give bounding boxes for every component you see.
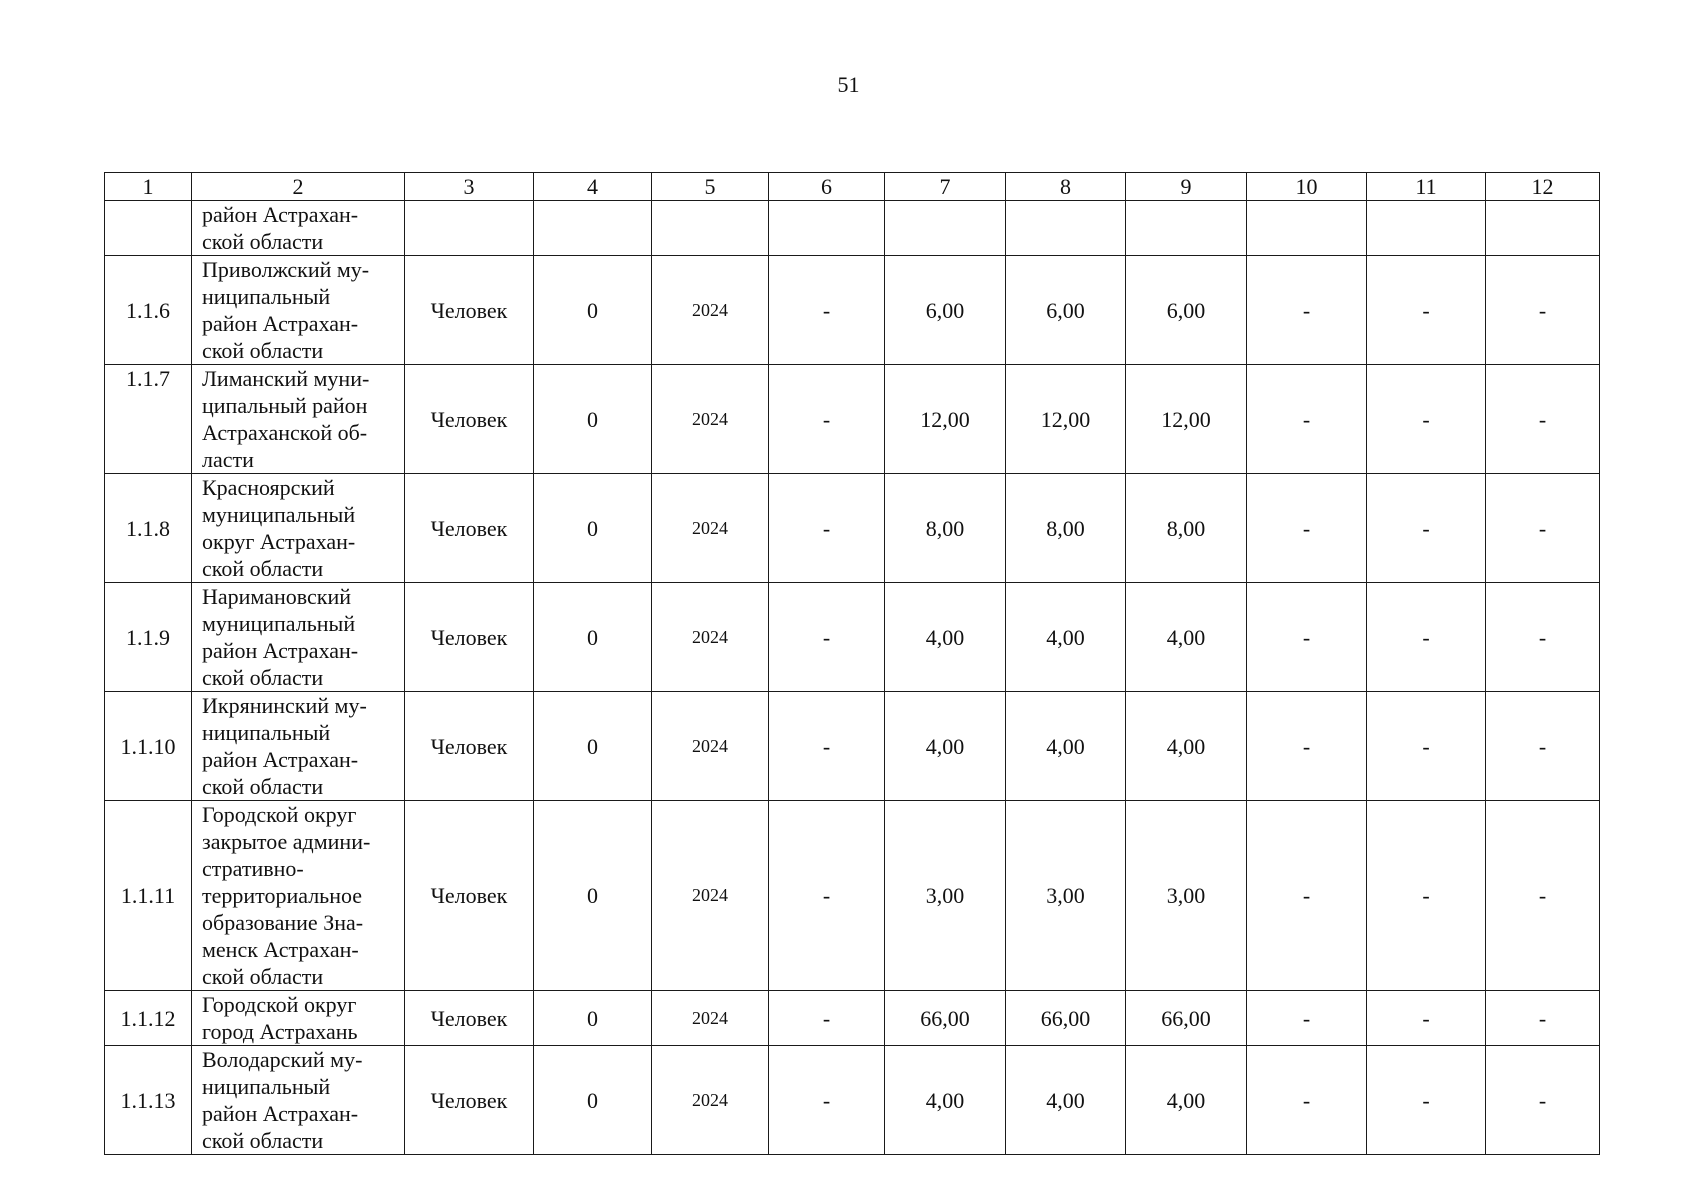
value-cell-col12: - — [1486, 1046, 1600, 1155]
territory-name-line: район Астрахан- — [202, 638, 359, 663]
base-value-cell: 0 — [534, 1046, 652, 1155]
year-cell: 2024 — [652, 256, 769, 365]
table-row — [105, 692, 1600, 801]
value-cell-col10: - — [1247, 801, 1367, 991]
item-number-cell: 1.1.11 — [105, 801, 192, 991]
item-number-cell — [105, 201, 192, 256]
territory-name-line: Наримановский — [202, 584, 351, 609]
territory-name-line: Икрянинский му- — [202, 693, 367, 718]
base-value-cell: 0 — [534, 801, 652, 991]
territory-name-line: ской области — [202, 774, 324, 799]
item-number-cell: 1.1.12 — [105, 991, 192, 1046]
territory-name-cell — [192, 365, 405, 474]
unit-cell: Человек — [405, 991, 534, 1046]
item-number-cell: 1.1.9 — [105, 583, 192, 692]
territory-name-line: ниципальный — [202, 1074, 331, 1099]
value-cell-col6: - — [769, 692, 885, 801]
base-value-cell — [534, 201, 652, 256]
value-cell-col11: - — [1367, 692, 1486, 801]
value-cell-col6: - — [769, 583, 885, 692]
value-cell-col9: 66,00 — [1126, 991, 1247, 1046]
value-cell-col9: 6,00 — [1126, 256, 1247, 365]
value-cell-col12: - — [1486, 692, 1600, 801]
territory-name-line: Городской округ — [202, 992, 357, 1017]
value-cell-col7: 12,00 — [885, 365, 1006, 474]
territory-name-line: ской области — [202, 229, 324, 254]
table-row — [105, 256, 1600, 365]
base-value-cell: 0 — [534, 256, 652, 365]
value-cell-col11 — [1367, 201, 1486, 256]
value-cell-col7: 8,00 — [885, 474, 1006, 583]
territory-name-cell — [192, 256, 405, 365]
year-cell: 2024 — [652, 1046, 769, 1155]
value-cell-col10: - — [1247, 365, 1367, 474]
column-header: 2 — [192, 173, 405, 201]
territory-name-line: район Астрахан- — [202, 311, 359, 336]
unit-cell: Человек — [405, 256, 534, 365]
value-cell-col8: 4,00 — [1006, 692, 1126, 801]
value-cell-col11: - — [1367, 801, 1486, 991]
territory-name-line: муниципальный — [202, 502, 356, 527]
column-header: 3 — [405, 173, 534, 201]
value-cell-col8 — [1006, 201, 1126, 256]
value-cell-col6: - — [769, 365, 885, 474]
unit-cell: Человек — [405, 474, 534, 583]
value-cell-col6: - — [769, 256, 885, 365]
territory-name-line: район Астрахан- — [202, 1101, 359, 1126]
value-cell-col7: 4,00 — [885, 583, 1006, 692]
table-row — [105, 201, 1600, 256]
value-cell-col6: - — [769, 801, 885, 991]
value-cell-col7: 4,00 — [885, 1046, 1006, 1155]
value-cell-col10: - — [1247, 692, 1367, 801]
value-cell-col8: 8,00 — [1006, 474, 1126, 583]
value-cell-col10: - — [1247, 256, 1367, 365]
value-cell-col6 — [769, 201, 885, 256]
value-cell-col6: - — [769, 991, 885, 1046]
unit-cell: Человек — [405, 583, 534, 692]
page-number: 51 — [837, 72, 860, 97]
value-cell-col6: - — [769, 474, 885, 583]
value-cell-col9: 4,00 — [1126, 692, 1247, 801]
year-cell: 2024 — [652, 692, 769, 801]
territory-name-line: ласти — [202, 447, 254, 472]
territory-name-line: Городской округ — [202, 802, 357, 827]
value-cell-col12: - — [1486, 801, 1600, 991]
value-cell-col11: - — [1367, 583, 1486, 692]
value-cell-col10: - — [1247, 474, 1367, 583]
value-cell-col6: - — [769, 1046, 885, 1155]
column-header: 8 — [1006, 173, 1126, 201]
table-row — [105, 583, 1600, 692]
value-cell-col8: 12,00 — [1006, 365, 1126, 474]
base-value-cell: 0 — [534, 474, 652, 583]
base-value-cell: 0 — [534, 991, 652, 1046]
value-cell-col12: - — [1486, 991, 1600, 1046]
territory-name-cell — [192, 201, 405, 256]
territory-name-line: Приволжский му- — [202, 257, 370, 282]
column-header: 4 — [534, 173, 652, 201]
territory-name-cell — [192, 583, 405, 692]
value-cell-col10: - — [1247, 1046, 1367, 1155]
year-cell: 2024 — [652, 474, 769, 583]
item-number-cell: 1.1.7 — [105, 365, 192, 474]
value-cell-col7 — [885, 201, 1006, 256]
territory-name-line: ской области — [202, 665, 324, 690]
unit-cell: Человек — [405, 692, 534, 801]
column-header: 5 — [652, 173, 769, 201]
value-cell-col11: - — [1367, 256, 1486, 365]
territory-name-line: Красноярский — [202, 475, 335, 500]
territory-name-line: ниципальный — [202, 284, 331, 309]
territory-name-cell — [192, 991, 405, 1046]
territory-name-line: Лиманский муни- — [202, 366, 370, 391]
territory-name-line: Астраханской об- — [202, 420, 368, 445]
column-header: 12 — [1486, 173, 1600, 201]
value-cell-col9: 12,00 — [1126, 365, 1247, 474]
value-cell-col11: - — [1367, 365, 1486, 474]
value-cell-col11: - — [1367, 474, 1486, 583]
territory-name-cell — [192, 692, 405, 801]
column-header: 6 — [769, 173, 885, 201]
table-row — [105, 365, 1600, 474]
value-cell-col12: - — [1486, 256, 1600, 365]
value-cell-col8: 4,00 — [1006, 1046, 1126, 1155]
unit-cell: Человек — [405, 801, 534, 991]
year-cell: 2024 — [652, 801, 769, 991]
value-cell-col9: 3,00 — [1126, 801, 1247, 991]
territory-name-line: ской области — [202, 964, 324, 989]
territory-name-line: район Астрахан- — [202, 747, 359, 772]
column-header: 11 — [1367, 173, 1486, 201]
territory-name-cell — [192, 474, 405, 583]
year-cell: 2024 — [652, 583, 769, 692]
territory-name-line: ской области — [202, 556, 324, 581]
value-cell-col10: - — [1247, 583, 1367, 692]
value-cell-col7: 4,00 — [885, 692, 1006, 801]
unit-cell: Человек — [405, 365, 534, 474]
value-cell-col12: - — [1486, 365, 1600, 474]
territory-name-line: территориальное — [202, 883, 363, 908]
value-cell-col11: - — [1367, 991, 1486, 1046]
unit-cell: Человек — [405, 1046, 534, 1155]
table-row — [105, 801, 1600, 991]
value-cell-col9: 8,00 — [1126, 474, 1247, 583]
base-value-cell: 0 — [534, 692, 652, 801]
territory-name-cell — [192, 801, 405, 991]
territory-name-line: ципальный район — [202, 393, 368, 418]
table-row — [105, 474, 1600, 583]
item-number-cell: 1.1.8 — [105, 474, 192, 583]
item-number-cell: 1.1.6 — [105, 256, 192, 365]
value-cell-col9 — [1126, 201, 1247, 256]
territory-name-line: ской области — [202, 1128, 324, 1153]
value-cell-col7: 6,00 — [885, 256, 1006, 365]
item-number-cell: 1.1.13 — [105, 1046, 192, 1155]
territory-name-cell — [192, 1046, 405, 1155]
value-cell-col8: 66,00 — [1006, 991, 1126, 1046]
value-cell-col9: 4,00 — [1126, 1046, 1247, 1155]
unit-cell — [405, 201, 534, 256]
table-row — [105, 1046, 1600, 1155]
territory-name-line: ниципальный — [202, 720, 331, 745]
territory-name-line: стративно- — [202, 856, 304, 881]
base-value-cell: 0 — [534, 583, 652, 692]
value-cell-col11: - — [1367, 1046, 1486, 1155]
base-value-cell: 0 — [534, 365, 652, 474]
header-row — [105, 173, 1600, 201]
table-header — [105, 173, 1600, 201]
indicator-table — [104, 172, 1600, 1155]
year-cell: 2024 — [652, 991, 769, 1046]
territory-name-line: город Астрахань — [202, 1019, 358, 1044]
territory-name-line: закрытое админи- — [202, 829, 371, 854]
column-header: 7 — [885, 173, 1006, 201]
value-cell-col10: - — [1247, 991, 1367, 1046]
table-row — [105, 991, 1600, 1046]
value-cell-col12: - — [1486, 583, 1600, 692]
year-cell: 2024 — [652, 365, 769, 474]
value-cell-col8: 6,00 — [1006, 256, 1126, 365]
value-cell-col9: 4,00 — [1126, 583, 1247, 692]
territory-name-line: образование Зна- — [202, 910, 364, 935]
territory-name-line: район Астрахан- — [202, 202, 359, 227]
table-body — [105, 201, 1600, 1155]
territory-name-line: менск Астрахан- — [202, 937, 359, 962]
item-number-cell: 1.1.10 — [105, 692, 192, 801]
territory-name-line: ской области — [202, 338, 324, 363]
value-cell-col7: 3,00 — [885, 801, 1006, 991]
value-cell-col8: 4,00 — [1006, 583, 1126, 692]
value-cell-col8: 3,00 — [1006, 801, 1126, 991]
territory-name-line: Володарский му- — [202, 1047, 363, 1072]
column-header: 10 — [1247, 173, 1367, 201]
value-cell-col10 — [1247, 201, 1367, 256]
column-header: 9 — [1126, 173, 1247, 201]
territory-name-line: округ Астрахан- — [202, 529, 356, 554]
year-cell — [652, 201, 769, 256]
value-cell-col12: - — [1486, 474, 1600, 583]
value-cell-col7: 66,00 — [885, 991, 1006, 1046]
value-cell-col12 — [1486, 201, 1600, 256]
column-header: 1 — [105, 173, 192, 201]
territory-name-line: муниципальный — [202, 611, 356, 636]
